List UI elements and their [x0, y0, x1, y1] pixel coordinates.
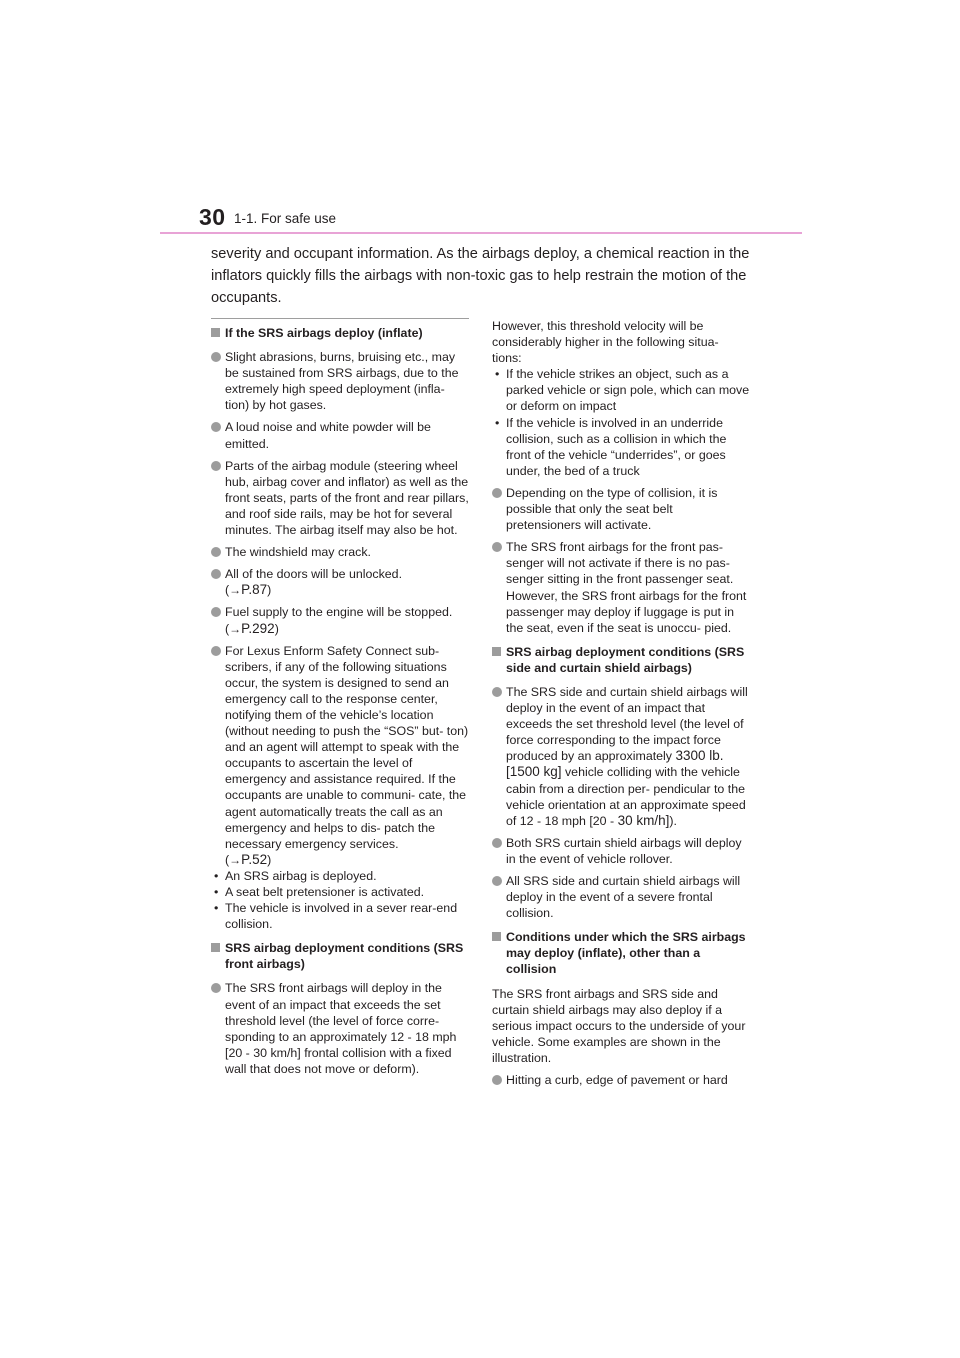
bullet-item	[492, 873, 750, 921]
bullet-text: Both SRS curtain shield airbags will deploy in the event of vehicle rollover.	[506, 835, 742, 866]
round-bullet-icon	[492, 542, 502, 552]
intro-paragraph: severity and occupant information. As the airbags deploy, a chemical reaction in the inflators quickly fills the airbags with non-toxic gas to help restrain the motion of the occupants.	[211, 246, 750, 306]
round-bullet-icon	[492, 687, 502, 697]
section-heading-text: SRS airbag deployment conditions (SRS front airbags)	[225, 941, 464, 972]
header-rule	[160, 232, 802, 234]
small-bullet-icon: •	[214, 868, 219, 883]
round-bullet-icon	[211, 569, 221, 579]
round-bullet-icon	[211, 607, 221, 617]
square-bullet-icon	[211, 328, 220, 337]
bullet-item	[211, 566, 469, 598]
sub-bullet-text: An SRS airbag is deployed.	[225, 868, 377, 883]
bullet-item	[211, 458, 469, 538]
bullet-text: Hitting a curb, edge of pavement or hard	[506, 1073, 728, 1088]
section-heading-text: If the SRS airbags deploy (inflate)	[225, 326, 423, 340]
bullet-item	[211, 544, 469, 560]
sub-bullet-item	[492, 415, 750, 479]
small-bullet-icon: •	[495, 367, 500, 382]
bullet-item	[492, 1072, 750, 1088]
bullet-text: For Lexus Enform Safety Connect sub- scribers, if any of the following situations occur, the system is designed to send an emergency call to the response center, notifying them of the vehicle’s location (without needing to push the “SOS” but- ton) and an agent will attempt to speak with the occupants to ascertain the level of emergency and assistance required. If the occupants are unable to communi- cate, the agent automatically treats the call as an emergency and helps to dis- patch the necessary emergency services.	[225, 643, 469, 851]
sub-bullet-item	[211, 884, 469, 900]
right-column	[492, 318, 750, 1094]
square-bullet-icon	[492, 647, 501, 656]
section-heading-text: Conditions under which the SRS airbags may deploy (inflate), other than a collision	[506, 930, 746, 977]
sub-bullet-item	[492, 366, 750, 414]
paragraph: The SRS front airbags and SRS side and curtain shield airbags may also deploy if a serious impact occurs to the underside of your vehicle. Some examples are shown in the illustration.	[492, 986, 746, 1065]
bullet-text: A loud noise and white powder will be emitted.	[225, 420, 431, 451]
bullet-text-part: vehicle colliding with the vehicle cabin from a direction per- pendicular to the vehicle orientation at an approximate speed of 12 - 18 mph [20 -	[506, 765, 746, 828]
bullet-text: Parts of the airbag module (steering wheel hub, airbag cover and inflator) as well as the front seats, parts of the front and rear pillars, and roof side rails, may be hot for several minutes. The airbag itself may also be hot.	[225, 458, 469, 538]
bullet-text: Depending on the type of collision, it is possible that only the seat belt pretensioners will activate.	[506, 485, 718, 533]
paragraph: However, this threshold velocity will be considerably higher in the following situa- tions:	[492, 319, 719, 366]
bullet-item	[492, 835, 750, 867]
sub-bullet-text: If the vehicle is involved in an underride collision, such as a collision in which the front of the vehicle “underrides”, or goes under, the bed of a truck	[506, 415, 727, 478]
bullet-text: The windshield may crack.	[225, 545, 371, 560]
arrow-right-icon: →	[229, 852, 242, 867]
bullet-item	[211, 643, 469, 868]
bullet-text-part: ).	[669, 813, 677, 828]
bullet-item	[211, 349, 469, 413]
page-header	[0, 0, 960, 240]
small-bullet-icon: •	[214, 901, 219, 916]
bullet-item	[211, 604, 469, 636]
section-heading-side-curtain	[492, 644, 750, 676]
round-bullet-icon	[211, 352, 221, 362]
small-bullet-icon: •	[214, 885, 219, 899]
page-reference[interactable]: (→P.292)	[225, 620, 279, 636]
bullet-text: Slight abrasions, burns, bruising etc., may be sustained from SRS airbags, due to the extremely high speed deployment (infla- tion) by hot gases.	[225, 350, 459, 413]
page-reference[interactable]: (→P.52)	[225, 851, 272, 867]
bullet-text-part: The SRS side and curtain shield airbags will deploy in the event of an impact that exceeds the set threshold level (the level of force corresponding to the impact force produced by an approximately	[506, 684, 748, 764]
arrow-right-icon: →	[229, 621, 242, 636]
round-bullet-icon	[492, 876, 502, 886]
bullet-item	[211, 419, 469, 451]
speed-value: 30 km/h]	[617, 812, 670, 828]
bullet-item	[492, 485, 750, 533]
sub-bullet-item	[211, 868, 469, 884]
section-heading-text: SRS airbag deployment conditions (SRS side and curtain shield airbags)	[506, 644, 745, 675]
section-heading-front-airbags	[211, 940, 469, 972]
bullet-text: The SRS front airbags for the front pas- senger will not activate if there is no pas- senger sitting in the front passenger seat. However, the SRS front airbags for the front passenger may deploy if luggage is put in the seat, even if the seat is unoccu- pied.	[506, 540, 747, 635]
round-bullet-icon	[492, 1075, 502, 1085]
bullet-item	[492, 684, 750, 829]
round-bullet-icon	[492, 838, 502, 848]
round-bullet-icon	[211, 422, 221, 432]
sub-bullet-text: A seat belt pretensioner is activated.	[225, 885, 425, 899]
section-heading-other-conditions	[492, 929, 750, 977]
round-bullet-icon	[211, 461, 221, 471]
left-column	[211, 318, 469, 1083]
bullet-item	[492, 539, 750, 636]
bullet-text: All of the doors will be unlocked.	[225, 567, 403, 582]
round-bullet-icon	[492, 488, 502, 498]
small-bullet-icon: •	[495, 415, 500, 430]
sub-bullet-text: If the vehicle strikes an object, such as a parked vehicle or sign pole, which can move or deform on impact	[506, 367, 750, 414]
round-bullet-icon	[211, 983, 221, 993]
round-bullet-icon	[211, 646, 221, 656]
bullet-text: All SRS side and curtain shield airbags will deploy in the event of a severe frontal collision.	[506, 874, 741, 921]
sub-bullet-text: The vehicle is involved in a sever rear-end collision.	[225, 901, 458, 932]
page-reference[interactable]: (→P.87)	[225, 582, 272, 598]
weight-value: 3300 lb. [1500 kg]	[506, 748, 724, 780]
square-bullet-icon	[492, 932, 501, 941]
section-title: 1-1. For safe use	[234, 211, 337, 226]
arrow-right-icon: →	[229, 583, 242, 598]
page-number: 30	[199, 204, 226, 230]
square-bullet-icon	[211, 943, 220, 952]
bullet-item	[211, 980, 469, 1077]
round-bullet-icon	[211, 547, 221, 557]
sub-bullet-item	[211, 900, 469, 932]
bullet-text: Fuel supply to the engine will be stopped.	[225, 605, 453, 620]
section-heading-deploy	[211, 318, 469, 341]
bullet-text: The SRS front airbags will deploy in the event of an impact that exceeds the set threshold level (the level of force corre- sponding to an approximately 12 - 18 mph [20 - 30 km/h] frontal collision with a fixed wall that does not move or deform).	[225, 981, 457, 1076]
